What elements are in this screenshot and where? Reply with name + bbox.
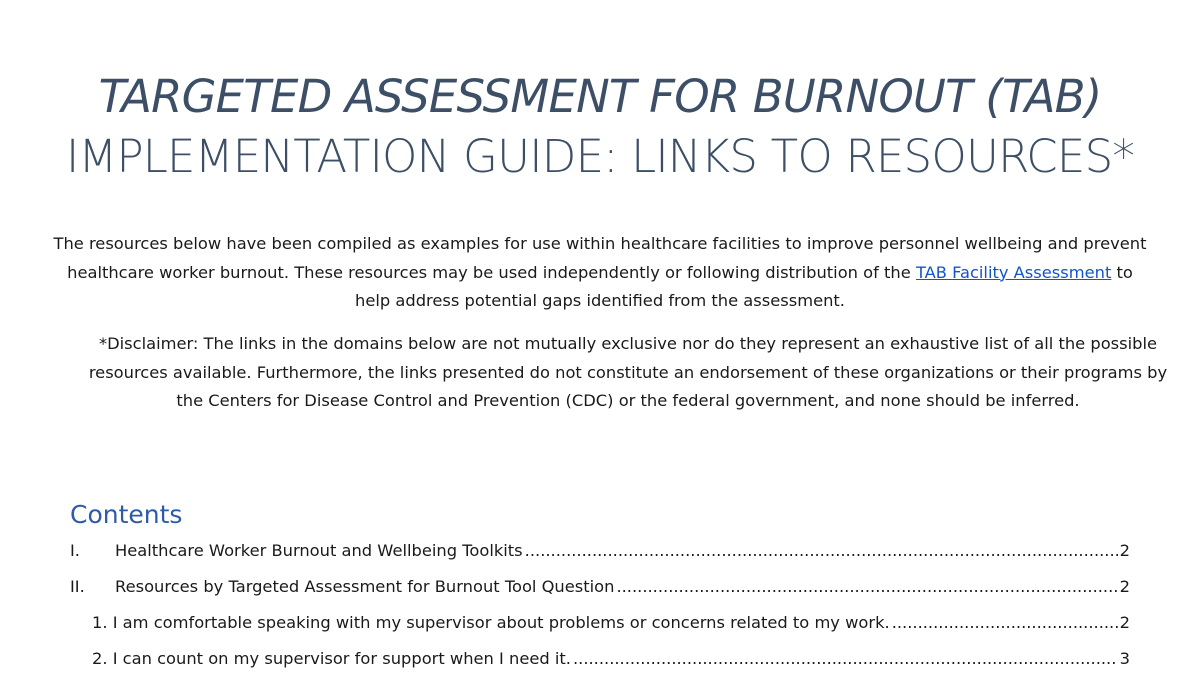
- toc-entry-page: 2: [1119, 577, 1130, 596]
- tab-facility-assessment-link[interactable]: TAB Facility Assessment: [915, 262, 1112, 282]
- toc-dot-leader: [525, 538, 1118, 564]
- toc-entry-page: 2: [1119, 613, 1130, 632]
- toc-entry-number: II.: [70, 577, 85, 596]
- document-title-line-1: TARGETED ASSESSMENT FOR BURNOUT (TAB): [98, 70, 1102, 123]
- toc-dot-leader: [892, 610, 1118, 636]
- toc-entry-page: 3: [1119, 649, 1130, 668]
- toc-entry-title: Resources by Targeted Assessment for Burnout Tool Question: [115, 577, 615, 596]
- document-title-line-2: IMPLEMENTATION GUIDE: LINKS TO RESOURCES*: [65, 130, 1135, 183]
- intro-text-after-link: to help address potential gaps identified from the assessment.: [355, 262, 1133, 310]
- intro-text-before-link: The resources below have been compiled as examples for use within healthcare facilities to improve personnel wellbeing and prevent healthcare worker burnout. These resources may be used independently or following distribution of the: [53, 234, 1147, 282]
- toc-entry-title: 2. I can count on my supervisor for support when I need it.: [92, 649, 571, 668]
- disclaimer-paragraph: *Disclaimer: The links in the domains below are not mutually exclusive nor do they represent an exhaustive list of all the possible resources available. Furthermore, the links presented do not constitute an endorsement of these organizations or their programs by the Centers for Disease Control and Prevention (CDC) or the federal government, and none should be inferred.: [88, 334, 1168, 410]
- toc-entry-resources-by-question[interactable]: [70, 574, 1130, 610]
- toc-entry-number: I.: [70, 541, 80, 560]
- toc-entry-question-2[interactable]: [70, 646, 1130, 682]
- toc-entry-title: Healthcare Worker Burnout and Wellbeing Toolkits: [115, 541, 523, 560]
- toc-entry-question-1[interactable]: [70, 610, 1130, 646]
- toc-dot-leader: [573, 646, 1118, 672]
- toc-dot-leader: [616, 574, 1117, 600]
- contents-heading: Contents: [70, 500, 183, 529]
- intro-paragraph: [50, 230, 1150, 316]
- toc-entry-toolkits[interactable]: [70, 538, 1130, 574]
- toc-entry-title: 1. I am comfortable speaking with my supervisor about problems or concerns related to my work.: [92, 613, 890, 632]
- toc-entry-page: 2: [1119, 541, 1130, 560]
- table-of-contents: [70, 538, 1130, 682]
